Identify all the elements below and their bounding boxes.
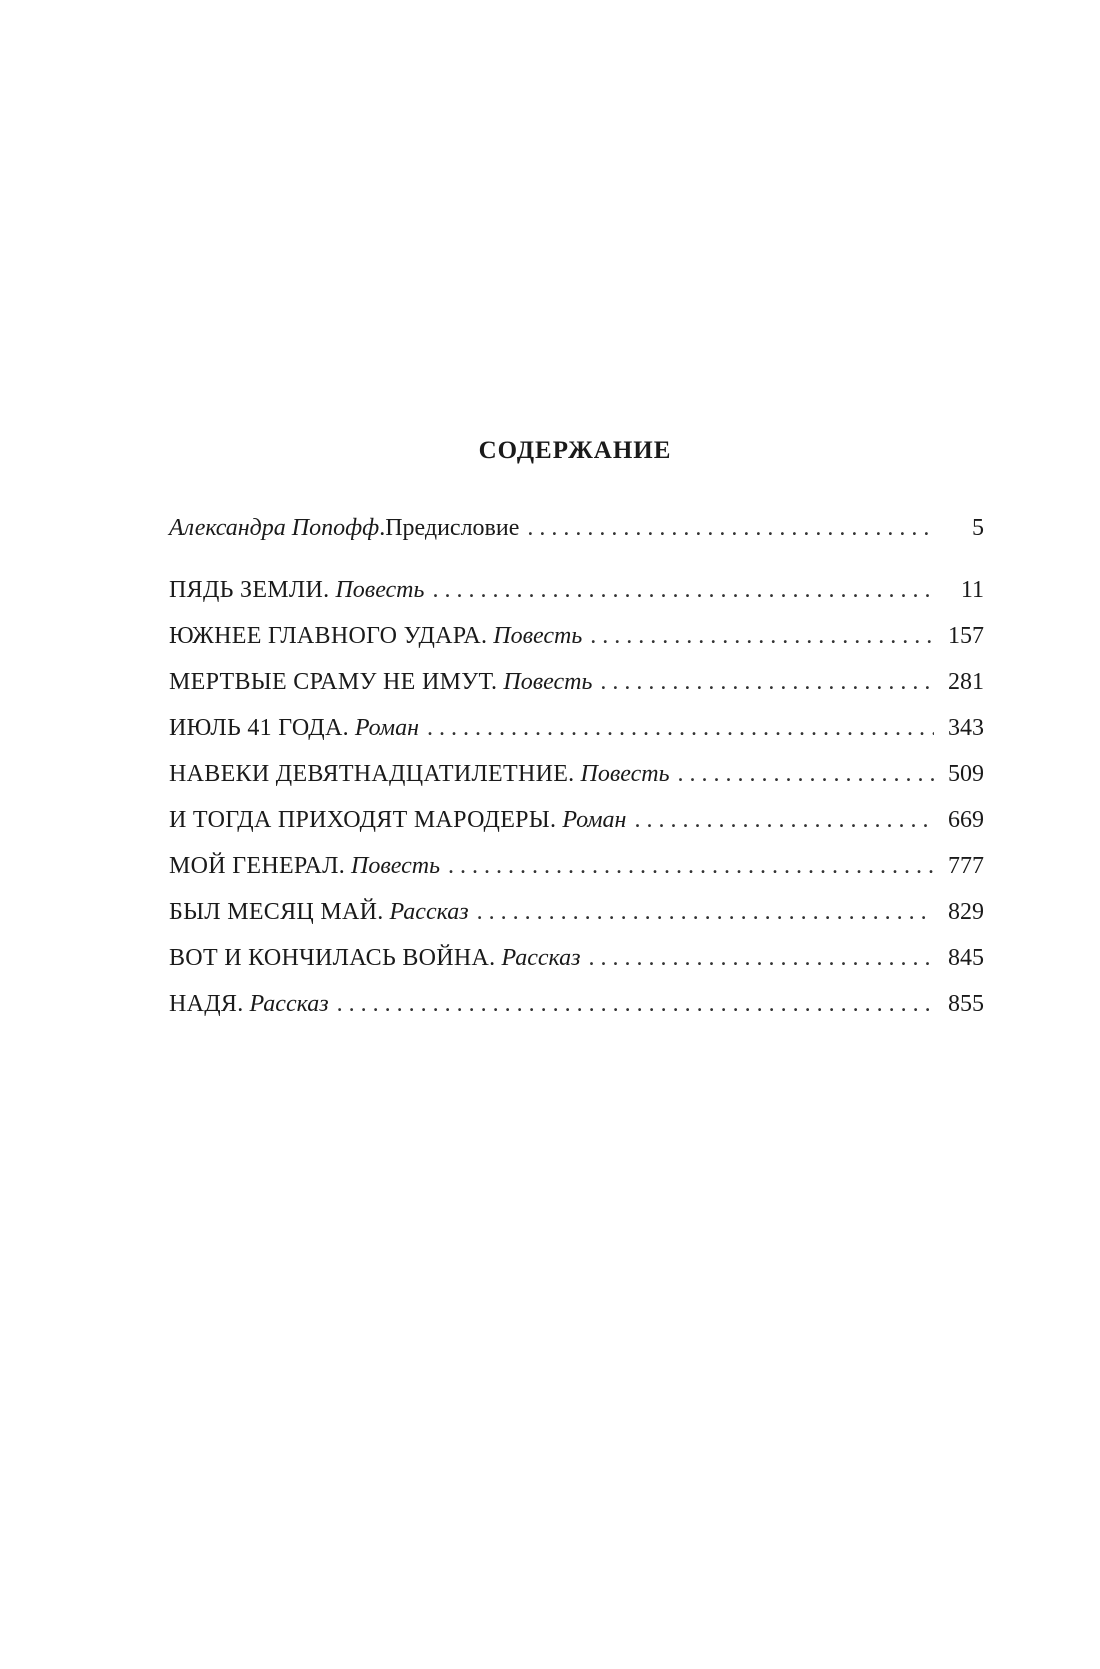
page-number: 11	[960, 577, 984, 603]
dot-leader	[337, 989, 934, 1019]
dot-leader	[600, 667, 934, 697]
entry-title: И ТОГДА ПРИХОДЯТ МАРОДЕРЫ.	[169, 807, 557, 833]
dot-leader	[448, 851, 934, 881]
page-number: 829	[948, 899, 984, 925]
dot-leader	[527, 513, 934, 543]
dot-leader	[589, 943, 934, 973]
entry-genre: Рассказ	[501, 945, 581, 971]
toc-entry[interactable]	[169, 851, 984, 881]
entry-genre: Повесть	[335, 577, 425, 603]
page-number: 855	[948, 991, 984, 1017]
entry-genre: Повесть	[580, 761, 670, 787]
entry-genre: Повесть	[351, 853, 441, 879]
entry-title: БЫЛ МЕСЯЦ МАЙ.	[169, 899, 384, 925]
page-number: 509	[948, 761, 984, 787]
toc-heading: СОДЕРЖАНИЕ	[478, 437, 672, 464]
page-number: 5	[972, 515, 984, 541]
dot-leader	[427, 713, 934, 743]
dot-leader	[634, 805, 934, 835]
entry-title: ПЯДЬ ЗЕМЛИ.	[169, 577, 330, 603]
entry-genre: Рассказ	[249, 991, 329, 1017]
entry-title: ВОТ И КОНЧИЛАСЬ ВОЙНА.	[169, 945, 496, 971]
dot-leader	[678, 759, 935, 789]
entry-genre: Повесть	[493, 623, 583, 649]
dot-leader	[590, 621, 934, 651]
entry-title: НАДЯ.	[169, 991, 244, 1017]
entry-title: НАВЕКИ ДЕВЯТНАДЦАТИЛЕТНИЕ.	[169, 761, 575, 787]
entry-title: ИЮЛЬ 41 ГОДА.	[169, 715, 349, 741]
toc-entry[interactable]	[169, 575, 984, 605]
entry-genre: Роман	[354, 715, 419, 741]
entry-genre: Повесть	[503, 669, 593, 695]
dot-leader	[432, 575, 934, 605]
dot-leader	[477, 897, 934, 927]
preface-title: Предисловие	[385, 515, 520, 541]
toc-entry[interactable]	[169, 621, 984, 651]
entry-title: МОЙ ГЕНЕРАЛ.	[169, 853, 346, 879]
toc-entry[interactable]	[169, 667, 984, 697]
toc-entry[interactable]	[169, 759, 984, 789]
toc-entry[interactable]	[169, 943, 984, 973]
page-number: 845	[948, 945, 984, 971]
page-number: 157	[948, 623, 984, 649]
preface-author: Александра Попофф	[169, 515, 380, 541]
entry-genre: Роман	[562, 807, 627, 833]
entry-title: МЕРТВЫЕ СРАМУ НЕ ИМУТ.	[169, 669, 498, 695]
toc-entry[interactable]	[169, 989, 984, 1019]
toc-entry[interactable]	[169, 897, 984, 927]
page-number: 343	[948, 715, 984, 741]
toc-entry-preface[interactable]	[169, 513, 984, 543]
entry-title: ЮЖНЕЕ ГЛАВНОГО УДАРА.	[169, 623, 488, 649]
page-number: 281	[948, 669, 984, 695]
entry-genre: Рассказ	[389, 899, 469, 925]
page-number: 777	[948, 853, 984, 879]
toc-entry[interactable]	[169, 713, 984, 743]
page-number: 669	[948, 807, 984, 833]
toc-entry[interactable]	[169, 805, 984, 835]
preface-separator: .	[379, 515, 386, 541]
